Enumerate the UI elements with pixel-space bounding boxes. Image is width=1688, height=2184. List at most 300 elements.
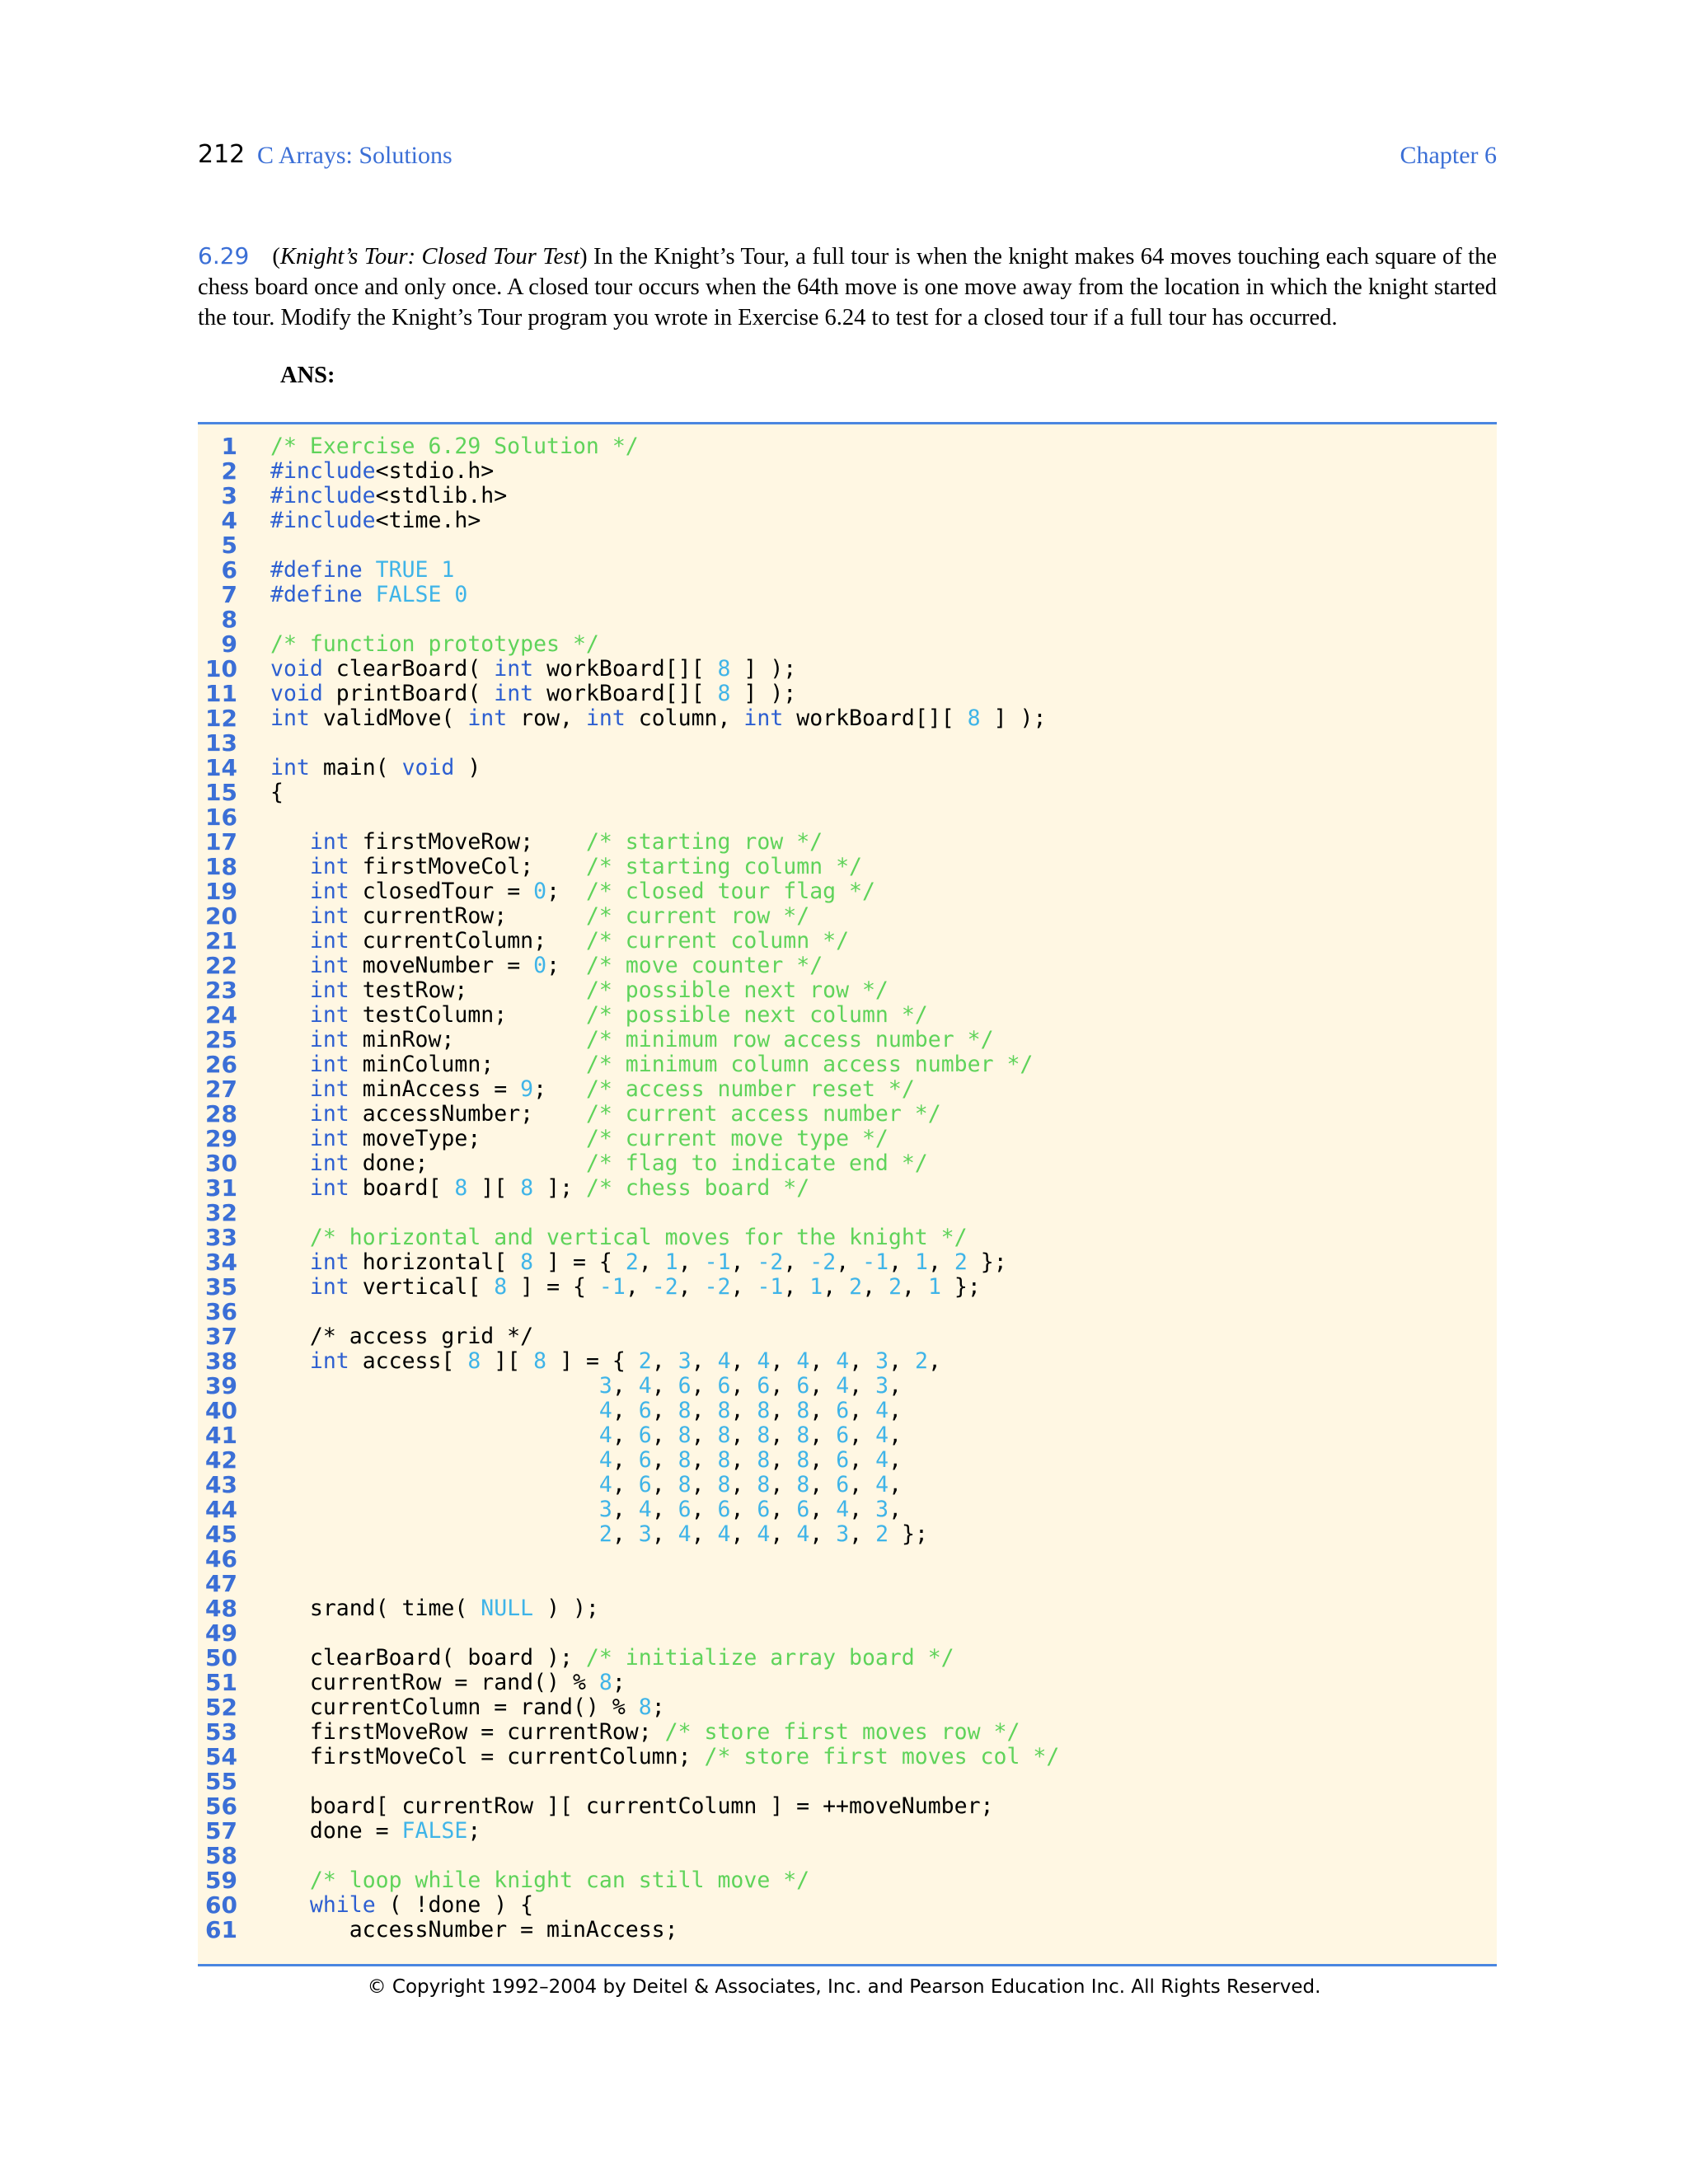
code-token: board[ currentRow ][ currentColumn ] = ++moveNumber; bbox=[270, 1793, 994, 1819]
code-constant: 4 bbox=[598, 1398, 612, 1423]
line-number: 47 bbox=[205, 1570, 237, 1597]
code-token: , bbox=[889, 1398, 903, 1423]
code-text bbox=[270, 1349, 941, 1374]
code-token: , bbox=[730, 1497, 757, 1522]
exercise-statement: 6.29 (Knight’s Tour: Closed Tour Test) In the Knight’s Tour, a full tour is when the knight makes 64 moves touching each square of the chess board once and only once. A closed tour occurs when the 64th move is one move away from the location in which the knight started the tour. Modify the Knight’s Tour program you wrote in Exercise 6.24 to test for a closed tour if a full tour has occurred. bbox=[198, 242, 1497, 330]
code-token: testColumn; bbox=[349, 1002, 586, 1028]
code-text bbox=[270, 1819, 481, 1844]
code-token: , bbox=[691, 1472, 718, 1497]
code-token: access[ bbox=[349, 1348, 468, 1374]
code-token bbox=[270, 1892, 310, 1918]
code-keyword: int bbox=[467, 705, 508, 731]
code-constant: 4 bbox=[796, 1521, 810, 1547]
code-token bbox=[270, 1151, 310, 1176]
code-token: , bbox=[612, 1447, 639, 1473]
code-text bbox=[270, 1052, 1033, 1077]
code-token: ][ bbox=[481, 1348, 534, 1374]
code-token bbox=[270, 1398, 599, 1423]
code-text bbox=[270, 1497, 902, 1522]
line-number: 8 bbox=[221, 606, 237, 633]
code-constant: 8 bbox=[717, 1472, 731, 1497]
code-token: , bbox=[889, 1348, 916, 1374]
code-constant: -2 bbox=[651, 1274, 678, 1300]
code-token: , bbox=[783, 1249, 810, 1275]
code-token: , bbox=[809, 1373, 837, 1399]
code-constant: 8 bbox=[533, 1348, 547, 1374]
code-keyword: int bbox=[309, 953, 349, 978]
code-token: , bbox=[730, 1521, 757, 1547]
code-constant: 3 bbox=[678, 1348, 692, 1374]
code-keyword: int bbox=[309, 879, 349, 904]
code-constant: 3 bbox=[836, 1521, 850, 1547]
code-keyword: #include bbox=[270, 508, 376, 533]
code-token: }; bbox=[889, 1521, 928, 1547]
code-token: , bbox=[889, 1373, 903, 1399]
code-constant: -2 bbox=[704, 1274, 731, 1300]
code-text bbox=[270, 583, 467, 607]
code-token: , bbox=[849, 1447, 876, 1473]
code-keyword: int bbox=[309, 1002, 349, 1028]
code-token: srand( time( bbox=[270, 1596, 481, 1621]
code-constant: 6 bbox=[836, 1447, 850, 1473]
code-constant: 8 bbox=[598, 1670, 612, 1695]
code-token: , bbox=[730, 1348, 757, 1374]
code-comment: /* initialize array board */ bbox=[585, 1645, 954, 1671]
code-text bbox=[270, 1003, 928, 1028]
code-text bbox=[270, 1720, 1020, 1745]
code-token: , bbox=[809, 1348, 837, 1374]
code-keyword: int bbox=[743, 705, 784, 731]
code-constant: 2 bbox=[849, 1274, 863, 1300]
code-keyword: int bbox=[309, 1027, 349, 1052]
code-constant: 6 bbox=[717, 1373, 731, 1399]
code-constant: 6 bbox=[638, 1398, 652, 1423]
code-constant: -2 bbox=[809, 1249, 837, 1275]
code-token: column, bbox=[625, 705, 744, 731]
code-text bbox=[270, 682, 796, 706]
code-token: , bbox=[651, 1373, 678, 1399]
code-token: , bbox=[691, 1348, 718, 1374]
line-number: 14 bbox=[205, 754, 237, 781]
code-listing bbox=[198, 422, 1497, 1966]
code-constant: 4 bbox=[836, 1497, 850, 1522]
code-token bbox=[270, 1076, 310, 1102]
line-number: 59 bbox=[205, 1867, 237, 1894]
code-keyword: int bbox=[309, 829, 349, 855]
code-token bbox=[270, 977, 310, 1003]
code-token: , bbox=[849, 1472, 876, 1497]
running-title: C Arrays: Solutions bbox=[257, 142, 452, 169]
code-token: accessNumber = minAccess; bbox=[270, 1917, 678, 1943]
code-token: ][ bbox=[467, 1175, 521, 1201]
code-token: ; bbox=[533, 1076, 586, 1102]
code-constant: -1 bbox=[757, 1274, 784, 1300]
line-number: 58 bbox=[205, 1842, 237, 1869]
line-number: 38 bbox=[205, 1347, 237, 1375]
code-text bbox=[270, 1522, 928, 1547]
code-token: , bbox=[809, 1422, 837, 1448]
code-token: firstMoveRow = currentRow; bbox=[270, 1719, 665, 1745]
code-constant: 8 bbox=[520, 1175, 534, 1201]
code-constant: 4 bbox=[757, 1348, 771, 1374]
code-keyword: #include bbox=[270, 483, 376, 509]
code-token bbox=[363, 582, 376, 607]
code-keyword: int bbox=[309, 903, 349, 929]
code-token: { bbox=[270, 780, 284, 805]
code-comment: /* closed tour flag */ bbox=[585, 879, 875, 904]
code-token: , bbox=[730, 1249, 757, 1275]
code-constant: 4 bbox=[875, 1422, 889, 1448]
line-number: 21 bbox=[205, 927, 237, 954]
code-comment: /* starting column */ bbox=[585, 854, 862, 879]
code-comment: /* Exercise 6.29 Solution */ bbox=[270, 434, 639, 459]
code-constant: FALSE 0 bbox=[375, 582, 468, 607]
code-token: minColumn; bbox=[349, 1052, 586, 1077]
code-constant: 4 bbox=[638, 1373, 652, 1399]
code-token: , bbox=[770, 1497, 797, 1522]
code-token bbox=[270, 879, 310, 904]
code-token: , bbox=[770, 1472, 797, 1497]
code-text bbox=[270, 756, 481, 780]
code-text bbox=[270, 484, 507, 509]
code-token: , bbox=[651, 1472, 678, 1497]
code-constant: 1 bbox=[664, 1249, 678, 1275]
code-constant: 3 bbox=[598, 1497, 612, 1522]
code-token: , bbox=[691, 1447, 718, 1473]
code-token: , bbox=[889, 1447, 903, 1473]
code-constant: 8 bbox=[717, 1447, 731, 1473]
code-constant: 6 bbox=[678, 1373, 692, 1399]
code-token: firstMoveCol; bbox=[349, 854, 586, 879]
code-token: }; bbox=[940, 1274, 981, 1300]
line-number: 24 bbox=[205, 1001, 237, 1029]
answer-label: ANS: bbox=[280, 363, 335, 388]
line-number: 55 bbox=[205, 1768, 237, 1795]
code-constant: 8 bbox=[967, 705, 981, 731]
code-token: , bbox=[691, 1497, 718, 1522]
code-token: closedTour = bbox=[349, 879, 534, 904]
code-constant: 6 bbox=[638, 1447, 652, 1473]
code-token: , bbox=[625, 1274, 652, 1300]
code-keyword: int bbox=[585, 705, 626, 731]
code-token: , bbox=[651, 1348, 678, 1374]
code-token: , bbox=[849, 1521, 876, 1547]
code-constant: 6 bbox=[717, 1497, 731, 1522]
code-text bbox=[270, 1226, 968, 1250]
code-token: , bbox=[783, 1274, 810, 1300]
line-number: 28 bbox=[205, 1100, 237, 1127]
line-number: 32 bbox=[205, 1199, 237, 1226]
line-number: 31 bbox=[205, 1174, 237, 1202]
code-token: accessNumber; bbox=[349, 1101, 586, 1127]
code-text bbox=[270, 978, 889, 1003]
code-constant: 6 bbox=[638, 1422, 652, 1448]
line-number: 18 bbox=[205, 853, 237, 880]
code-token: , bbox=[927, 1249, 954, 1275]
code-text bbox=[270, 830, 823, 855]
code-constant: 4 bbox=[598, 1472, 612, 1497]
line-number: 36 bbox=[205, 1298, 237, 1325]
code-keyword: int bbox=[270, 755, 310, 780]
code-token: , bbox=[849, 1422, 876, 1448]
code-constant: 6 bbox=[757, 1373, 771, 1399]
code-constant: 8 bbox=[796, 1447, 810, 1473]
code-token: , bbox=[730, 1447, 757, 1473]
code-token: ] = { bbox=[507, 1274, 599, 1300]
code-text bbox=[270, 706, 1046, 731]
code-constant: 8 bbox=[678, 1447, 692, 1473]
code-constant: 6 bbox=[757, 1497, 771, 1522]
code-token bbox=[270, 1175, 310, 1201]
code-constant: -1 bbox=[598, 1274, 626, 1300]
code-token: , bbox=[849, 1348, 876, 1374]
code-token: , bbox=[612, 1472, 639, 1497]
code-token bbox=[270, 928, 310, 954]
line-number: 19 bbox=[205, 878, 237, 905]
code-token: currentColumn = rand() % bbox=[270, 1694, 639, 1720]
line-number: 26 bbox=[205, 1051, 237, 1078]
code-constant: 2 bbox=[638, 1348, 652, 1374]
code-text bbox=[270, 1745, 1059, 1769]
code-keyword: int bbox=[309, 1274, 349, 1300]
code-constant: 4 bbox=[638, 1497, 652, 1522]
code-comment: /* current access number */ bbox=[585, 1101, 941, 1127]
code-token: , bbox=[651, 1521, 678, 1547]
code-keyword: int bbox=[309, 1126, 349, 1151]
code-text bbox=[270, 1176, 809, 1201]
code-constant: 6 bbox=[678, 1497, 692, 1522]
code-constant: 1 bbox=[914, 1249, 928, 1275]
code-token: ]; bbox=[533, 1175, 586, 1201]
code-constant: 2 bbox=[625, 1249, 639, 1275]
code-token: minAccess = bbox=[349, 1076, 521, 1102]
code-comment: /* function prototypes */ bbox=[270, 631, 599, 657]
code-token: workBoard[][ bbox=[783, 705, 968, 731]
code-keyword: while bbox=[309, 1892, 376, 1918]
code-token: , bbox=[612, 1422, 639, 1448]
code-token: validMove( bbox=[309, 705, 468, 731]
code-text bbox=[270, 1473, 902, 1497]
code-comment: /* chess board */ bbox=[585, 1175, 810, 1201]
code-constant: 6 bbox=[836, 1472, 850, 1497]
code-constant: 8 bbox=[796, 1422, 810, 1448]
code-comment: /* store first moves col */ bbox=[704, 1744, 1060, 1769]
line-number: 51 bbox=[205, 1669, 237, 1696]
line-number: 49 bbox=[205, 1619, 237, 1647]
code-text bbox=[270, 1374, 902, 1399]
line-number: 25 bbox=[205, 1026, 237, 1053]
code-keyword: int bbox=[309, 1175, 349, 1201]
code-token bbox=[270, 1521, 599, 1547]
line-number: 33 bbox=[205, 1224, 237, 1251]
code-token: clearBoard( board ); bbox=[270, 1645, 586, 1671]
code-token: , bbox=[691, 1373, 718, 1399]
code-constant: 8 bbox=[717, 656, 731, 682]
code-comment: /* possible next column */ bbox=[585, 1002, 928, 1028]
code-keyword: int bbox=[309, 1249, 349, 1275]
code-keyword: void bbox=[270, 656, 323, 682]
code-constant: 3 bbox=[638, 1521, 652, 1547]
code-comment: /* current move type */ bbox=[585, 1126, 889, 1151]
code-comment: /* store first moves row */ bbox=[664, 1719, 1020, 1745]
code-text bbox=[270, 1448, 902, 1473]
code-constant: 6 bbox=[836, 1422, 850, 1448]
exercise-body: In the Knight’s Tour, a full tour is when the knight makes 64 moves touching each square of the chess board once and only once. A closed tour occurs when the 64th move is one move away from the location in which the knight started the tour. Modify the Knight’s Tour program you wrote in Exercise 6.24 to test for a closed tour if a full tour has occurred. bbox=[198, 244, 1497, 330]
code-token: , bbox=[651, 1497, 678, 1522]
code-constant: -2 bbox=[757, 1249, 784, 1275]
code-token bbox=[270, 1868, 310, 1893]
code-text bbox=[270, 1324, 533, 1349]
code-token: , bbox=[730, 1398, 757, 1423]
code-token: printBoard( bbox=[322, 681, 495, 706]
code-token: done; bbox=[349, 1151, 586, 1176]
code-token bbox=[270, 1249, 310, 1275]
code-token: testRow; bbox=[349, 977, 586, 1003]
code-token: , bbox=[678, 1274, 705, 1300]
code-constant: 8 bbox=[454, 1175, 468, 1201]
code-token: , bbox=[770, 1373, 797, 1399]
code-constant: 3 bbox=[598, 1373, 612, 1399]
code-constant: 8 bbox=[678, 1472, 692, 1497]
code-keyword: int bbox=[309, 854, 349, 879]
code-constant: 1 bbox=[927, 1274, 941, 1300]
code-token: firstMoveRow; bbox=[349, 829, 586, 855]
code-token bbox=[270, 1052, 310, 1077]
code-constant: 3 bbox=[875, 1497, 889, 1522]
code-token: currentRow = rand() % bbox=[270, 1670, 599, 1695]
code-constant: 8 bbox=[757, 1447, 771, 1473]
code-token: , bbox=[730, 1373, 757, 1399]
code-constant: 2 bbox=[598, 1521, 612, 1547]
code-constant: 6 bbox=[638, 1472, 652, 1497]
code-constant: 2 bbox=[889, 1274, 903, 1300]
code-constant: 8 bbox=[717, 1398, 731, 1423]
code-keyword: #define bbox=[270, 557, 363, 583]
code-token: , bbox=[862, 1274, 889, 1300]
chapter-label: Chapter 6 bbox=[1400, 142, 1497, 169]
copyright-footer: © Copyright 1992–2004 by Deitel & Associates, Inc. and Pearson Education Inc. All Rights Reserved. bbox=[367, 1976, 1321, 1998]
code-token bbox=[270, 1472, 599, 1497]
line-number: 20 bbox=[205, 902, 237, 930]
code-token: ; bbox=[467, 1818, 481, 1844]
code-keyword: int bbox=[309, 1076, 349, 1102]
code-token bbox=[270, 1422, 599, 1448]
code-comment: /* loop while knight can still move */ bbox=[309, 1868, 810, 1893]
code-constant: 4 bbox=[836, 1348, 850, 1374]
code-token: , bbox=[770, 1422, 797, 1448]
code-token: workBoard[][ bbox=[533, 656, 718, 682]
code-text bbox=[270, 1423, 902, 1448]
code-token: <time.h> bbox=[375, 508, 481, 533]
code-text bbox=[270, 855, 862, 879]
code-token bbox=[270, 1497, 599, 1522]
line-number: 9 bbox=[221, 630, 237, 658]
code-token: <stdio.h> bbox=[375, 458, 495, 484]
code-token: ; bbox=[546, 879, 586, 904]
code-constant: 4 bbox=[875, 1472, 889, 1497]
code-token: moveNumber = bbox=[349, 953, 534, 978]
code-constant: TRUE 1 bbox=[375, 557, 455, 583]
line-number: 34 bbox=[205, 1249, 237, 1276]
line-number: 7 bbox=[221, 581, 237, 608]
code-token: , bbox=[651, 1398, 678, 1423]
code-comment: /* possible next row */ bbox=[585, 977, 889, 1003]
code-token: currentColumn; bbox=[349, 928, 586, 954]
code-constant: 4 bbox=[796, 1348, 810, 1374]
exercise-title: Knight’s Tour: Closed Tour Test bbox=[279, 244, 580, 269]
code-keyword: int bbox=[270, 705, 310, 731]
code-token: ) bbox=[454, 755, 481, 780]
code-keyword: int bbox=[309, 1101, 349, 1127]
line-number: 10 bbox=[205, 655, 237, 682]
code-keyword: int bbox=[494, 681, 534, 706]
code-token bbox=[363, 557, 376, 583]
line-number: 3 bbox=[221, 482, 237, 509]
code-token: , bbox=[612, 1521, 639, 1547]
line-number: 35 bbox=[205, 1273, 237, 1301]
code-comment: /* starting row */ bbox=[585, 829, 823, 855]
code-text bbox=[270, 1151, 928, 1176]
code-token bbox=[270, 1027, 310, 1052]
line-number: 29 bbox=[205, 1125, 237, 1152]
code-comment: /* minimum column access number */ bbox=[585, 1052, 1034, 1077]
code-constant: 8 bbox=[757, 1398, 771, 1423]
code-token: row, bbox=[507, 705, 586, 731]
code-token: horizontal[ bbox=[349, 1249, 521, 1275]
code-token: currentRow; bbox=[349, 903, 586, 929]
line-number: 44 bbox=[205, 1496, 237, 1523]
code-token: moveType; bbox=[349, 1126, 586, 1151]
code-constant: 0 bbox=[533, 879, 547, 904]
code-token: , bbox=[612, 1373, 639, 1399]
line-number: 16 bbox=[205, 804, 237, 831]
code-constant: 4 bbox=[717, 1521, 731, 1547]
code-text bbox=[270, 459, 494, 484]
code-text bbox=[270, 1102, 941, 1127]
code-constant: 6 bbox=[796, 1497, 810, 1522]
line-number: 23 bbox=[205, 977, 237, 1004]
code-token: , bbox=[691, 1398, 718, 1423]
code-token bbox=[270, 903, 310, 929]
code-constant: 0 bbox=[533, 953, 547, 978]
code-keyword: int bbox=[309, 1052, 349, 1077]
code-token: , bbox=[730, 1274, 757, 1300]
code-text bbox=[270, 509, 481, 533]
code-comment: /* current column */ bbox=[585, 928, 850, 954]
code-text bbox=[270, 558, 454, 583]
code-token: , bbox=[770, 1447, 797, 1473]
line-number: 4 bbox=[221, 507, 237, 534]
code-keyword: int bbox=[309, 1151, 349, 1176]
code-keyword: int bbox=[309, 977, 349, 1003]
code-text bbox=[270, 1077, 915, 1102]
code-constant: NULL bbox=[481, 1596, 534, 1621]
line-number: 1 bbox=[221, 433, 237, 460]
code-token: clearBoard( bbox=[322, 656, 495, 682]
code-token bbox=[270, 1002, 310, 1028]
code-constant: 8 bbox=[678, 1422, 692, 1448]
code-token: main( bbox=[309, 755, 402, 780]
code-token bbox=[270, 1274, 310, 1300]
line-number: 11 bbox=[205, 680, 237, 707]
code-constant: 8 bbox=[678, 1398, 692, 1423]
code-constant: 8 bbox=[796, 1472, 810, 1497]
line-number: 17 bbox=[205, 828, 237, 855]
code-constant: 8 bbox=[638, 1694, 652, 1720]
code-token: , bbox=[730, 1472, 757, 1497]
code-constant: 8 bbox=[520, 1249, 534, 1275]
code-text bbox=[270, 1275, 981, 1300]
